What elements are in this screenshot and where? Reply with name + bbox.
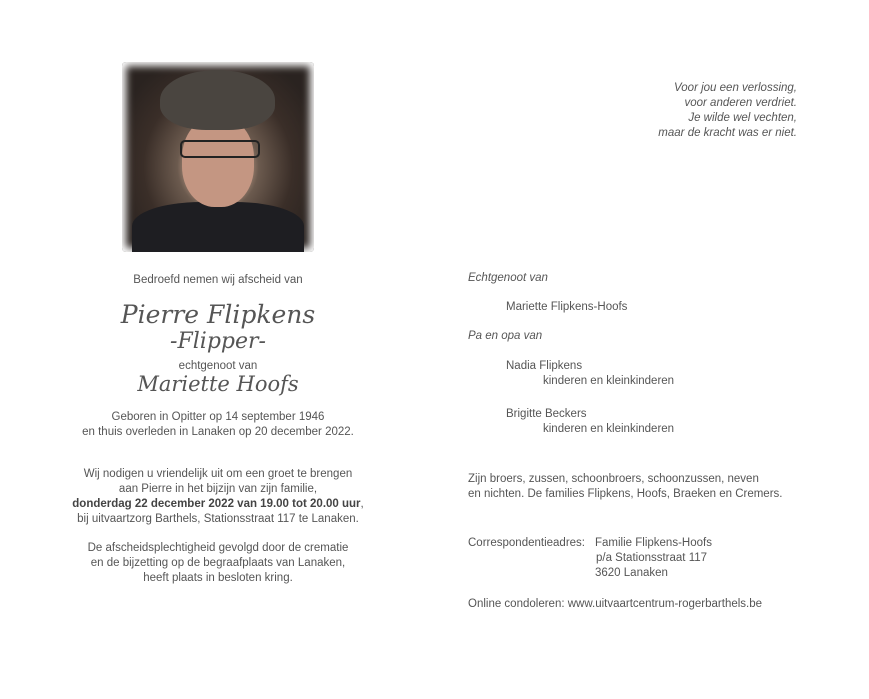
invite-line: aan Pierre in het bijzijn van zijn familie, <box>118 483 318 495</box>
poem-line: maar de kracht was er niet. <box>658 127 797 139</box>
invite-line: Wij nodigen u vriendelijk uit om een groet te brengen <box>83 468 353 480</box>
poem-line: Voor jou een verlossing, <box>674 82 797 94</box>
family-line: Zijn broers, zussen, schoonbroers, schoonzussen, neven <box>468 473 759 485</box>
spouse-name: Mariette Hoofs <box>137 372 299 396</box>
ceremony-line: De afscheidsplechtigheid gevolgd door de crematie <box>87 542 349 554</box>
visit-time: donderdag 22 december 2022 van 19.00 tot 20.00 uur <box>72 498 361 510</box>
online-condolences[interactable]: Online condoleren: www.uitvaartcentrum-rogerbarthels.be <box>468 598 763 610</box>
child-entry <box>506 359 848 389</box>
corr-line: Familie Flipkens-Hoofs <box>595 537 712 549</box>
corr-line: 3620 Lanaken <box>595 567 668 579</box>
ceremony <box>18 541 418 586</box>
comma: , <box>360 498 364 510</box>
correspondence <box>468 536 848 581</box>
child-entry <box>506 407 848 437</box>
children-heading: Pa en opa van <box>468 330 543 342</box>
spouse-heading: Echtgenoot van <box>468 272 548 284</box>
spouse-label: echtgenoot van <box>178 360 258 372</box>
corr-label: Correspondentieadres: <box>468 537 585 549</box>
child-sub: kinderen en kleinkinderen <box>543 375 675 387</box>
intro: Bedroefd nemen wij afscheid van <box>133 274 303 286</box>
extended-family <box>468 472 848 502</box>
invitation <box>18 467 418 527</box>
born: Geboren in Opitter op 14 september 1946 <box>111 411 325 423</box>
ceremony-line: en de bijzetting op de begraafplaats van Lanaken, <box>90 557 346 569</box>
ceremony-line: heeft plaats in besloten kring. <box>143 572 293 584</box>
right-column <box>468 272 848 610</box>
portrait-photo <box>122 62 314 252</box>
family-line: en nichten. De families Flipkens, Hoofs, Braeken en Cremers. <box>468 488 783 500</box>
poem-line: Je wilde wel vechten, <box>688 112 797 124</box>
invite-place: bij uitvaartzorg Barthels, Stationsstraat 117 te Lanaken. <box>77 513 359 525</box>
nickname: -Flipper- <box>170 329 266 354</box>
surviving-spouse: Mariette Flipkens-Hoofs <box>506 301 628 313</box>
child-name: Brigitte Beckers <box>506 408 587 420</box>
child-sub: kinderen en kleinkinderen <box>543 423 675 435</box>
left-column <box>18 274 418 586</box>
died: en thuis overleden in Lanaken op 20 december 2022. <box>82 426 354 438</box>
poem-line: voor anderen verdriet. <box>684 97 797 109</box>
deceased-name: Pierre Flipkens <box>120 300 316 329</box>
poem <box>658 81 797 141</box>
corr-line: p/a Stationsstraat 117 <box>596 552 708 564</box>
child-name: Nadia Flipkens <box>506 360 583 372</box>
